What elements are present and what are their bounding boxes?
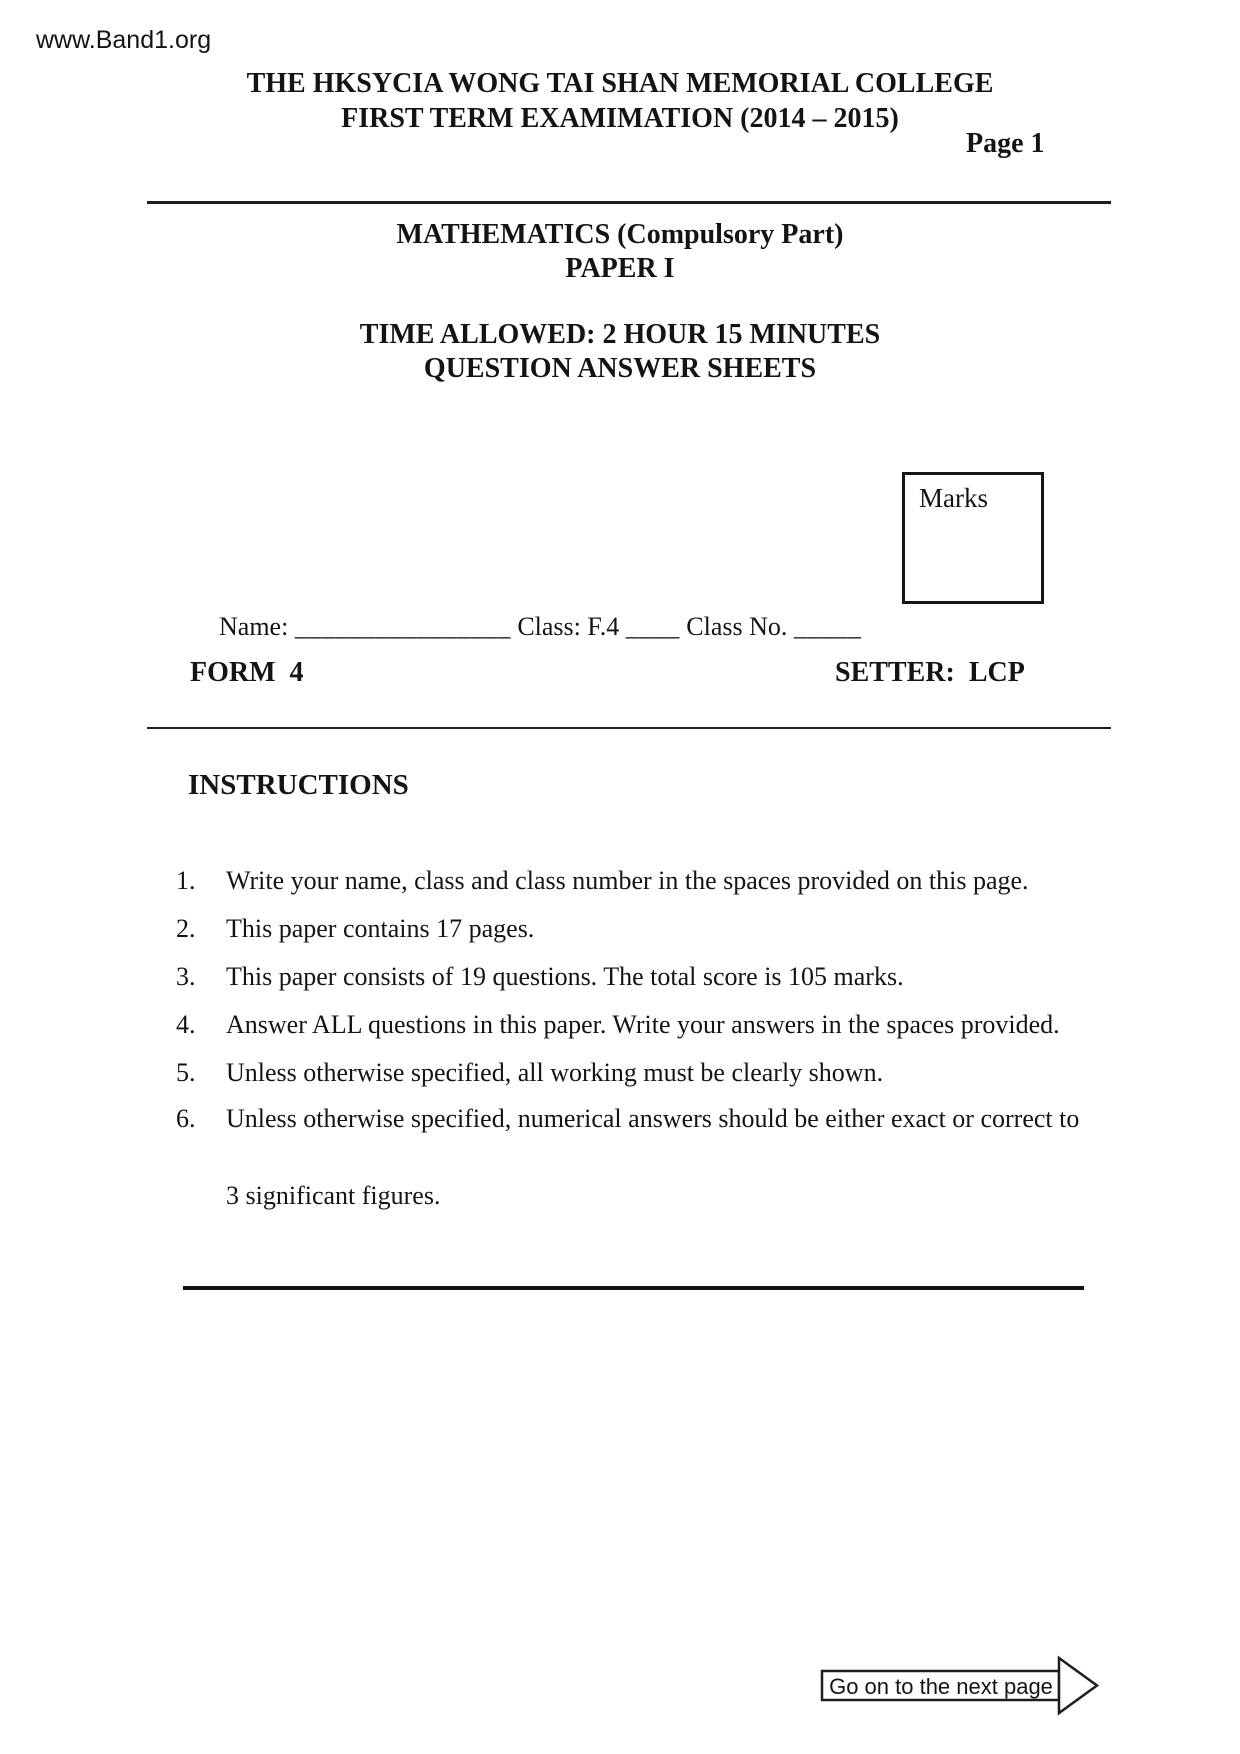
instruction-number: 2. [176,914,196,943]
site-watermark: www.Band1.org [36,26,212,54]
subject-title: MATHEMATICS (Compulsory Part) [396,219,844,250]
class-no-label: Class No. [679,612,794,641]
instruction-text: This paper consists of 19 questions. The total score is 105 marks. [226,962,904,991]
paper-number: PAPER I [565,253,675,284]
marks-box [902,472,1044,604]
instruction-text: Unless otherwise specified, numerical answers should be either exact or correct to [226,1104,1080,1133]
instruction-number: 1. [176,866,196,895]
instruction-item-6-continued: 3 significant figures. [226,1181,441,1210]
class-label: Class: F.4 [510,612,626,641]
instruction-number: 4. [176,1010,196,1039]
instructions-heading: INSTRUCTIONS [188,769,409,801]
name-blank-field: ________________ [294,612,511,641]
next-page-label: Go on to the next page [829,1674,1053,1699]
exam-title: FIRST TERM EXAMIMATION (2014 – 2015) [341,103,899,134]
instruction-number: 3. [176,962,196,991]
name-label: Name: [219,612,295,641]
instruction-text: Unless otherwise specified, all working must be clearly shown. [226,1058,884,1087]
instruction-text: This paper contains 17 pages. [226,914,535,943]
form-label: FORM 4 [190,657,304,688]
next-page-arrow [815,1650,1107,1720]
instruction-number: 5. [176,1058,196,1087]
sheet-type: QUESTION ANSWER SHEETS [423,353,817,384]
class-blank-field: ____ [625,612,680,641]
class-no-blank-field: _____ [793,612,862,641]
instruction-text: Write your name, class and class number in the spaces provided on this page. [226,866,1029,895]
marks-label: Marks [919,483,988,513]
instruction-number: 6. [176,1104,196,1133]
bottom-divider-line [183,1286,1084,1290]
instruction-text: Answer ALL questions in this paper. Write your answers in the spaces provided. [226,1010,1060,1039]
section-divider-line [147,727,1111,729]
setter-label: SETTER: LCP [835,657,1025,688]
header-divider-line [147,201,1111,204]
page-number: Page 1 [966,128,1045,159]
time-allowed: TIME ALLOWED: 2 HOUR 15 MINUTES [359,319,881,350]
school-name: THE HKSYCIA WONG TAI SHAN MEMORIAL COLLEGE [246,68,994,99]
